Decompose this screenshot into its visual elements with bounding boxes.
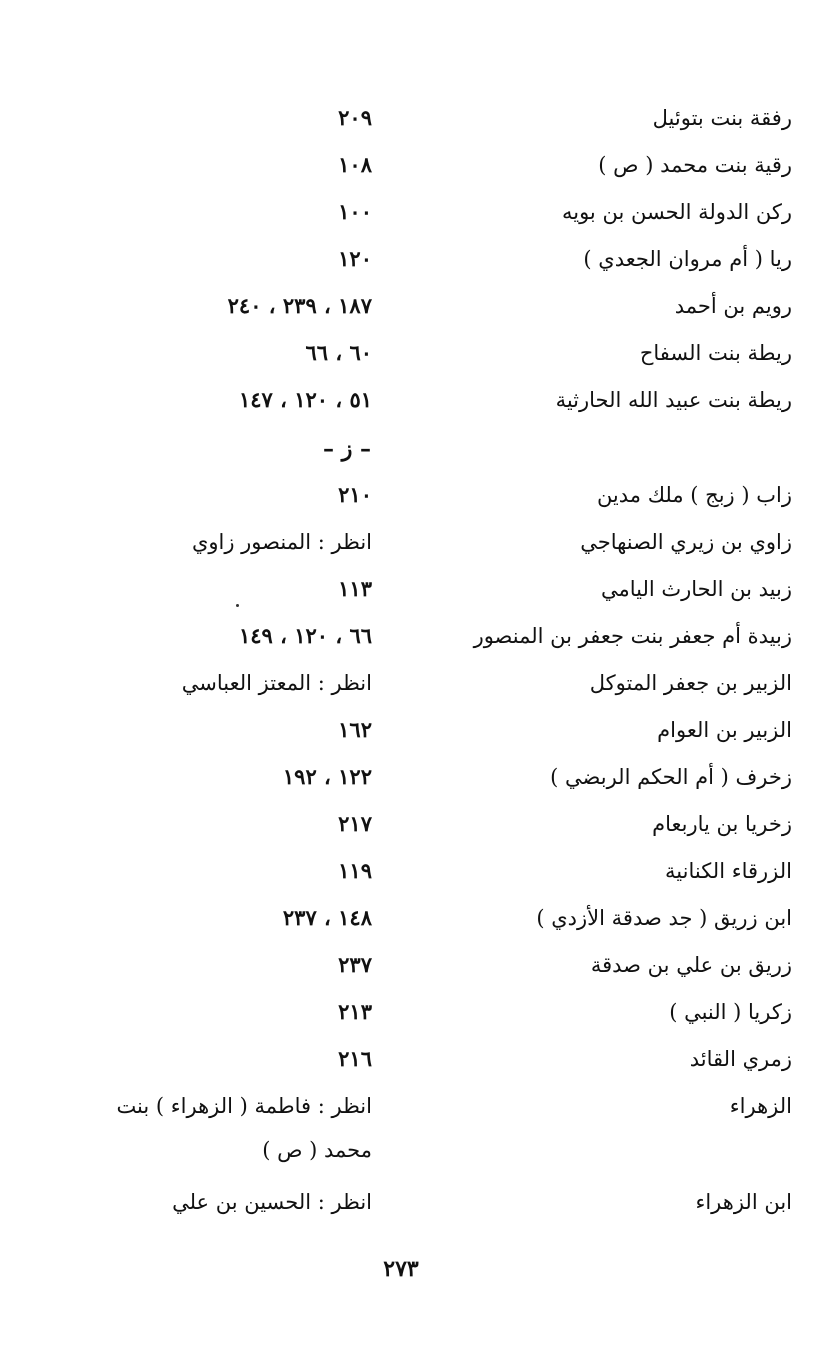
entry-pages: ٢١٦ <box>338 1046 372 1071</box>
entry-pages: ٦٦ ، ١٢٠ ، ١٤٩ <box>238 623 372 648</box>
entry-pages: ١٤٨ ، ٢٣٧ <box>282 905 372 930</box>
entry-name: زمري القائد <box>689 1047 792 1071</box>
index-row <box>52 1084 792 1180</box>
entry-pages: ١١٣ <box>338 576 372 601</box>
entry-pages: ١١٩ <box>338 858 372 883</box>
print-speck <box>236 604 239 607</box>
entry-name: رويم بن أحمد <box>674 294 792 318</box>
index-row <box>52 96 792 143</box>
index-row <box>52 567 792 614</box>
entry-see-reference: انظر : المنصور زاوي <box>191 530 372 554</box>
index-row <box>52 1037 792 1084</box>
entry-pages: ١٨٧ ، ٢٣٩ ، ٢٤٠ <box>227 293 372 318</box>
index-row <box>52 190 792 237</box>
entry-pages: ٢١٣ <box>338 999 372 1024</box>
entry-pages: ١٢٢ ، ١٩٢ <box>282 764 372 789</box>
index-entries <box>52 96 792 1227</box>
index-row <box>52 990 792 1037</box>
entry-name: ريا ( أم مروان الجعدي ) <box>583 247 792 271</box>
entry-pages: ١٠٠ <box>338 199 372 224</box>
entry-pages: ٢١٧ <box>338 811 372 836</box>
index-row <box>52 331 792 378</box>
entry-name: الزهراء <box>729 1094 792 1118</box>
index-row <box>52 943 792 990</box>
entry-name: ريطة بنت عبيد الله الحارثية <box>555 388 792 412</box>
index-row <box>52 284 792 331</box>
entry-pages: ١٢٠ <box>338 246 372 271</box>
index-row <box>52 237 792 284</box>
entry-pages: ٦٠ ، ٦٦ <box>305 340 372 365</box>
entry-name: زبيدة أم جعفر بنت جعفر بن المنصور <box>473 624 792 648</box>
entry-name: الزرقاء الكنانية <box>665 859 792 883</box>
section-heading: – ز – <box>323 436 371 462</box>
entry-pages: ٥١ ، ١٢٠ ، ١٤٧ <box>238 387 372 412</box>
entry-name: زخرف ( أم الحكم الربضي ) <box>550 765 792 789</box>
index-row <box>52 143 792 190</box>
entry-name: رفقة بنت بتوئيل <box>652 106 792 130</box>
entry-name: الزبير بن جعفر المتوكل <box>589 671 792 695</box>
entry-name: زكريا ( النبي ) <box>669 1000 792 1024</box>
entry-name: ابن الزهراء <box>695 1190 792 1214</box>
entry-name: ابن زريق ( جد صدقة الأزدي ) <box>536 906 792 930</box>
entry-see-reference: انظر : الحسين بن علي <box>172 1190 372 1214</box>
entry-name: زبيد بن الحارث اليامي <box>600 577 792 601</box>
index-row <box>52 1180 792 1227</box>
entry-see-reference: انظر : المعتز العباسي <box>181 671 372 695</box>
entry-pages: ٢٠٩ <box>338 105 372 130</box>
index-row <box>52 661 792 708</box>
index-row <box>52 378 792 425</box>
entry-pages: ١٦٢ <box>338 717 372 742</box>
entry-name: زاب ( زبج ) ملك مدين <box>596 483 792 507</box>
entry-pages: ١٠٨ <box>338 152 372 177</box>
index-row <box>52 802 792 849</box>
index-row <box>52 520 792 567</box>
entry-pages: ٢٣٧ <box>338 952 372 977</box>
entry-name: الزبير بن العوام <box>657 718 792 742</box>
index-row <box>52 473 792 520</box>
index-row <box>52 896 792 943</box>
entry-name: رقية بنت محمد ( ص ) <box>598 153 792 177</box>
index-row <box>52 849 792 896</box>
entry-name: ركن الدولة الحسن بن بويه <box>561 200 792 224</box>
page-number: ٢٧٣ <box>383 1256 419 1282</box>
entry-pages: ٢١٠ <box>338 482 372 507</box>
index-row <box>52 708 792 755</box>
entry-name: ريطة بنت السفاح <box>639 341 792 365</box>
index-row <box>52 755 792 802</box>
entry-see-reference: انظر : فاطمة ( الزهراء ) بنت محمد ( ص ) <box>116 1094 372 1162</box>
entry-name: زخريا بن ياربعام <box>652 812 792 836</box>
entry-name: زريق بن علي بن صدقة <box>590 953 792 977</box>
index-row <box>52 614 792 661</box>
entry-name: زاوي بن زيري الصنهاجي <box>580 530 792 554</box>
